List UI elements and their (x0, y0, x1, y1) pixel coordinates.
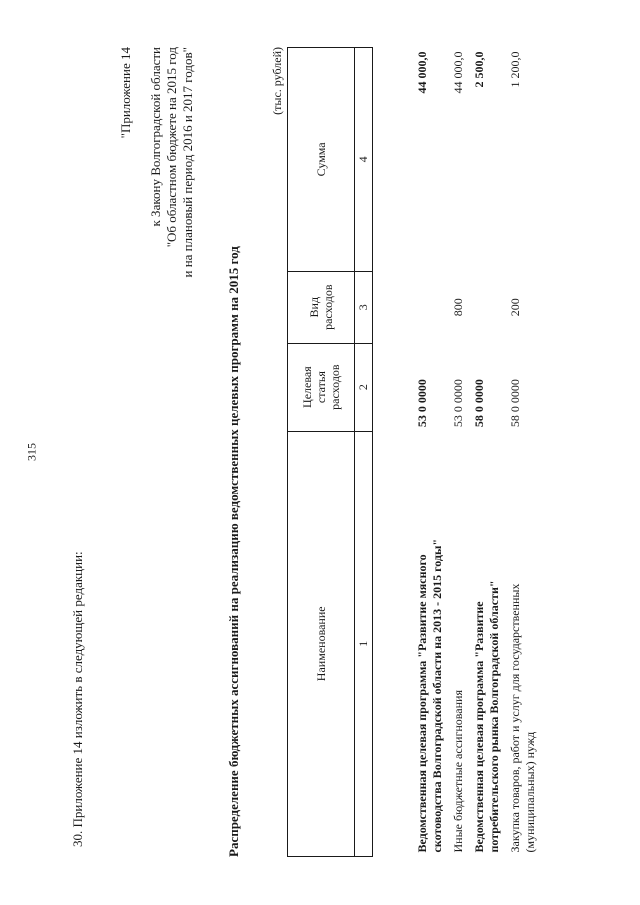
page-number: 315 (24, 443, 39, 461)
row-name-line-2: (муниципальных) нужд (523, 731, 537, 853)
row-type (469, 271, 505, 343)
appendix-header (118, 47, 196, 278)
header-target-article (288, 343, 355, 431)
row-type: 200 (508, 298, 522, 317)
header-name: Наименование (288, 431, 355, 856)
header-expense-type (288, 271, 355, 343)
row-code: 53 0 0000 (415, 379, 429, 428)
appendix-title: "Приложение 14 (118, 47, 133, 139)
header-target-line-1: Целевая (300, 366, 314, 408)
column-number: 1 (355, 431, 373, 856)
column-number-row (355, 48, 373, 857)
row-code: 58 0 0000 (472, 379, 486, 428)
header-sum: Сумма (288, 48, 355, 272)
row-type: 800 (451, 298, 465, 317)
column-number: 4 (355, 48, 373, 272)
table-row (373, 48, 449, 857)
row-name (469, 431, 505, 856)
row-name (448, 431, 469, 856)
row-type (373, 271, 449, 343)
column-number: 2 (355, 343, 373, 431)
appendix-line-3: и на плановый период 2016 и 2017 годов" (180, 47, 195, 278)
row-name-line-1: Ведомственная целевая программа "Развитие мясного (415, 554, 429, 853)
appendix-line-1: к Закону Волгоградской области (148, 47, 163, 227)
row-name-line-2: потребительского рынка Волгоградской области" (487, 580, 501, 853)
row-name-line-2: скотоводства Волгоградской области на 2013 - 2015 годы" (430, 539, 444, 853)
row-name (505, 431, 541, 856)
row-code: 58 0 0000 (508, 379, 522, 428)
table-row (505, 48, 541, 857)
table-header-row (288, 48, 355, 857)
intro-text: 30. Приложение 14 изложить в следующей редакции: (70, 551, 85, 847)
appendix-line-2: "Об областном бюджете на 2015 год (164, 47, 179, 248)
row-sum: 2 500,0 (472, 51, 486, 88)
row-name-line-1: Иные бюджетные ассигнования (451, 690, 465, 853)
header-type-line-1: Вид (307, 296, 321, 318)
row-sum: 44 000,0 (415, 51, 429, 94)
header-type-line-2: расходов (321, 284, 335, 330)
row-sum: 44 000,0 (451, 51, 465, 94)
table-row (448, 48, 469, 857)
header-target-line-2: статья (314, 371, 328, 404)
unit-label: (тыс. рублей) (270, 47, 284, 115)
table-row (469, 48, 505, 857)
row-name (373, 431, 449, 856)
header-target-line-3: расходов (328, 364, 342, 410)
budget-table (287, 47, 541, 857)
row-code: 53 0 0000 (451, 379, 465, 428)
column-number: 3 (355, 271, 373, 343)
row-sum: 1 200,0 (508, 51, 522, 88)
rotated-page-content (60, 27, 640, 877)
table-title: Распределение бюджетных ассигнований на реализацию ведомственных целевых программ на 2015 год (226, 246, 241, 857)
row-name-line-1: Ведомственная целевая программа "Развитие (472, 601, 486, 853)
row-name-line-1: Закупка товаров, работ и услуг для государственных (508, 583, 522, 853)
